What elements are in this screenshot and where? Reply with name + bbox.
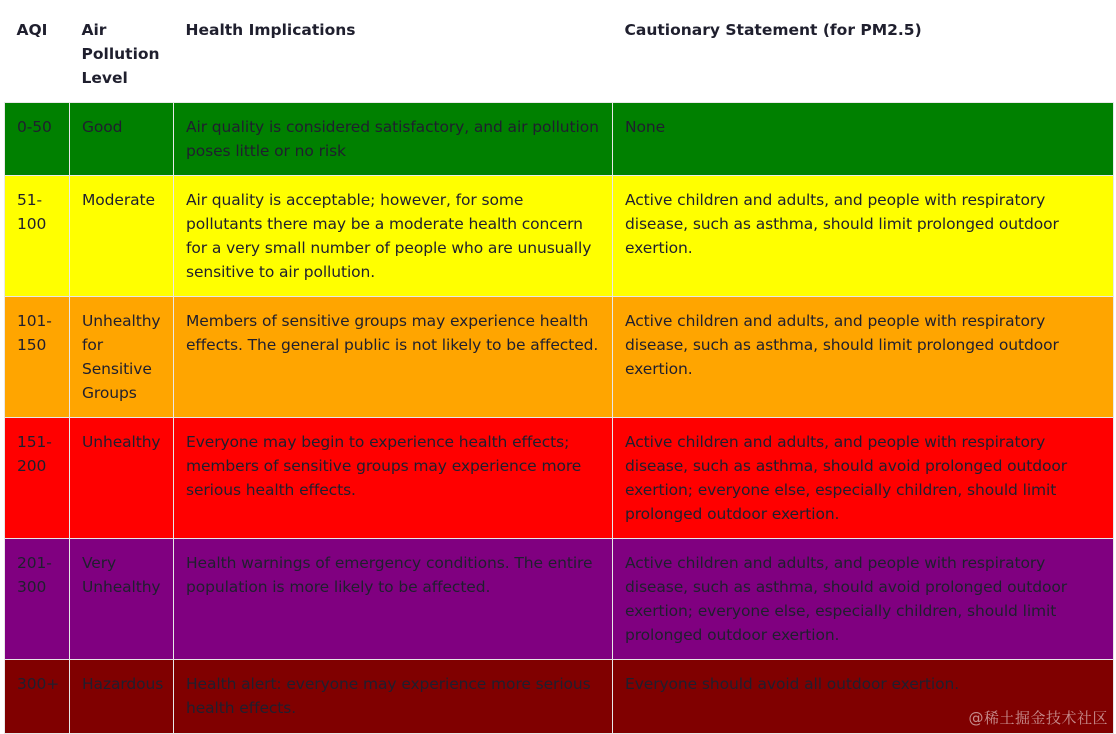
cell-caution: Everyone should avoid all outdoor exertion. — [613, 660, 1114, 734]
table-body — [5, 103, 1114, 734]
table-row-hazardous — [5, 660, 1114, 734]
table-row-unhealthy-sensitive — [5, 297, 1114, 418]
cell-level: Unhealthy for Sensitive Groups — [70, 297, 174, 418]
table-header — [5, 0, 1114, 103]
cell-health: Health warnings of emergency conditions. The entire population is more likely to be affected. — [174, 539, 613, 660]
header-row — [5, 0, 1114, 103]
header-aqi: AQI — [5, 0, 70, 103]
cell-level: Moderate — [70, 176, 174, 297]
cell-level: Hazardous — [70, 660, 174, 734]
watermark: @稀土掘金技术社区 — [968, 709, 1108, 727]
table-row-moderate — [5, 176, 1114, 297]
cell-aqi: 300+ — [5, 660, 70, 734]
cell-caution: Active children and adults, and people with respiratory disease, such as asthma, should limit prolonged outdoor exertion. — [613, 176, 1114, 297]
header-pollution-level: Air Pollution Level — [70, 0, 174, 103]
cell-aqi: 151-200 — [5, 418, 70, 539]
table-row-very-unhealthy — [5, 539, 1114, 660]
table-row-good — [5, 103, 1114, 176]
aqi-table — [4, 0, 1114, 734]
cell-aqi: 201-300 — [5, 539, 70, 660]
cell-aqi: 101-150 — [5, 297, 70, 418]
cell-level: Unhealthy — [70, 418, 174, 539]
header-health-implications: Health Implications — [174, 0, 613, 103]
cell-aqi: 51-100 — [5, 176, 70, 297]
cell-health: Air quality is considered satisfactory, and air pollution poses little or no risk — [174, 103, 613, 176]
header-cautionary-statement: Cautionary Statement (for PM2.5) — [613, 0, 1114, 103]
cell-caution: Active children and adults, and people with respiratory disease, such as asthma, should limit prolonged outdoor exertion. — [613, 297, 1114, 418]
cell-health: Health alert: everyone may experience more serious health effects. — [174, 660, 613, 734]
cell-health: Members of sensitive groups may experience health effects. The general public is not likely to be affected. — [174, 297, 613, 418]
cell-caution: Active children and adults, and people with respiratory disease, such as asthma, should avoid prolonged outdoor exertion; everyone else, especially children, should limit prolonged outdoor exertion. — [613, 418, 1114, 539]
table-row-unhealthy — [5, 418, 1114, 539]
cell-caution: Active children and adults, and people with respiratory disease, such as asthma, should avoid prolonged outdoor exertion; everyone else, especially children, should limit prolonged outdoor exertion. — [613, 539, 1114, 660]
cell-level: Very Unhealthy — [70, 539, 174, 660]
cell-health: Air quality is acceptable; however, for some pollutants there may be a moderate health concern for a very small number of people who are unusually sensitive to air pollution. — [174, 176, 613, 297]
cell-level: Good — [70, 103, 174, 176]
cell-health: Everyone may begin to experience health effects; members of sensitive groups may experience more serious health effects. — [174, 418, 613, 539]
cell-aqi: 0-50 — [5, 103, 70, 176]
cell-caution: None — [613, 103, 1114, 176]
